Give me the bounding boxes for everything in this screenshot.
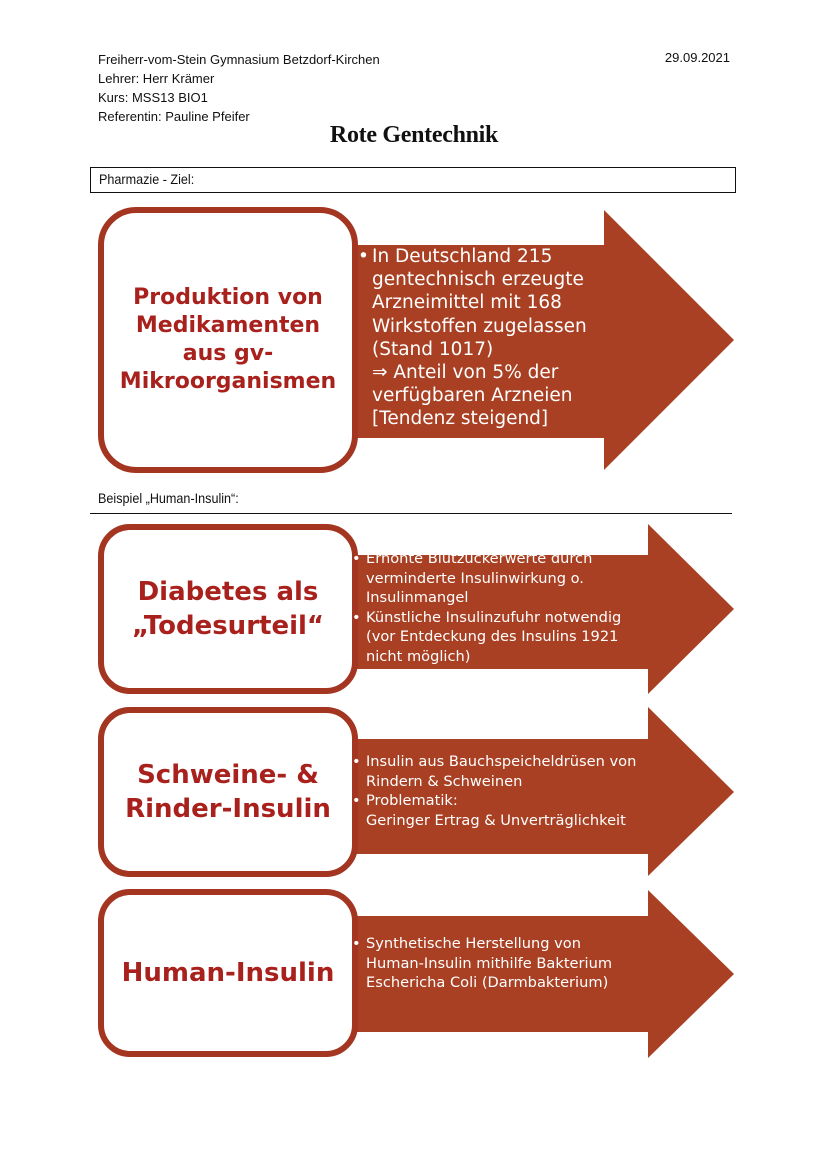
example-section-label: Beispiel „Human-Insulin“: — [98, 490, 239, 506]
block-title-4: Human-Insulin — [121, 958, 335, 988]
school-name: Freiherr-vom-Stein Gymnasium Betzdorf-Kirchen — [98, 52, 380, 67]
block-card-4 — [98, 889, 358, 1057]
bullet-item: • In Deutschland 215 gentechnisch erzeugte Arzneimittel mit 168 Wirkstoffen zugelassen (Stand 1017) ⇒ Anteil von 5% der verfügbaren Arzneien [Tendenz steigend] — [358, 245, 587, 431]
block-title-3: Schweine- & Rinder-Insulin — [125, 760, 331, 824]
bullet-item: • Problematik: Geringer Ertrag & Unverträglichkeit — [352, 791, 636, 830]
bullet-item: • Erhöhte Blutzuckerwerte durch verminderte Insulinwirkung o. Insulinmangel — [352, 549, 621, 608]
presenter-line: Referentin: Pauline Pfeifer — [98, 109, 250, 124]
bullet-item: • Synthetische Herstellung von Human-Insulin mithilfe Bakterium Eschericha Coli (Darmbakterium) — [352, 934, 612, 993]
block-title-2: Diabetes als „Todesurteil“ — [132, 577, 324, 641]
teacher-line: Lehrer: Herr Krämer — [98, 71, 215, 86]
page-title: Rote Gentechnik — [329, 122, 499, 148]
document-date: 29.09.2021 — [664, 50, 730, 65]
bullet-item: • Insulin aus Bauchspeicheldrüsen von Rindern & Schweinen — [352, 752, 636, 791]
bullet-item: • Künstliche Insulinzufuhr notwendig (vor Entdeckung des Insulins 1921 nicht möglich) — [352, 608, 621, 667]
block-bullets-4 — [352, 934, 612, 993]
block-title-1: Produktion von Medikamenten aus gv- Mikroorganismen — [119, 285, 337, 394]
goal-label: Pharmazie - Ziel: — [99, 171, 195, 187]
course-line: Kurs: MSS13 BIO1 — [98, 90, 208, 105]
